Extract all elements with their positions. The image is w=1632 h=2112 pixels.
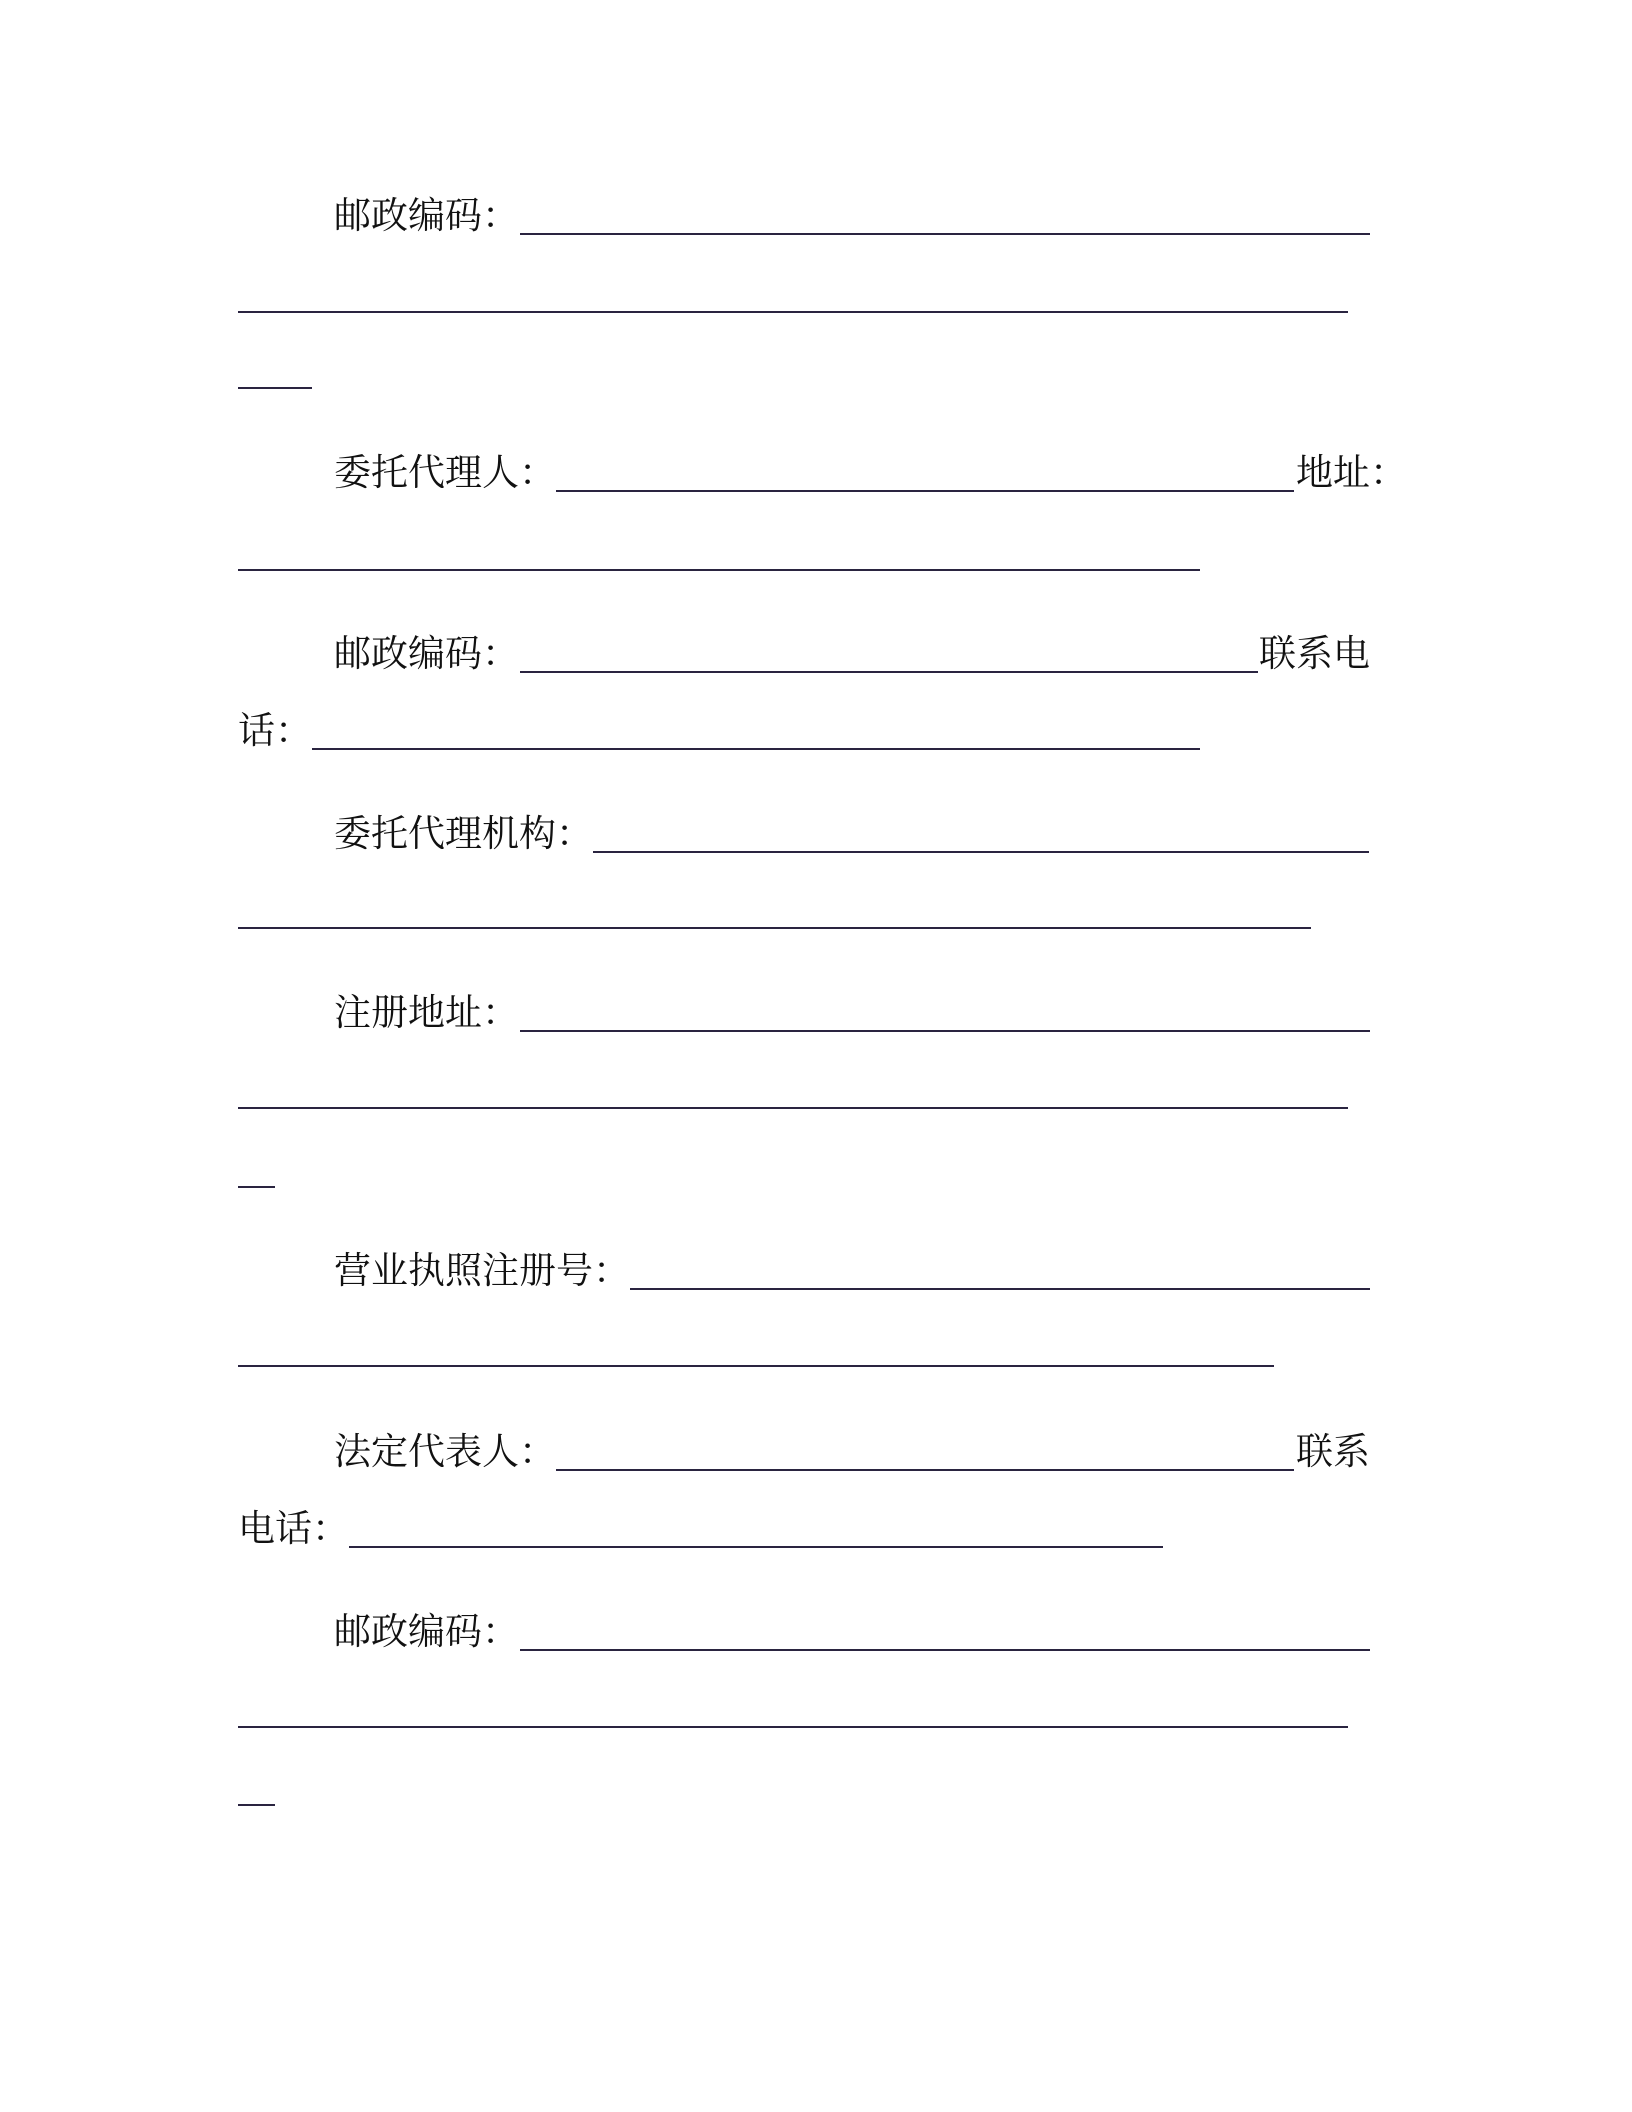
agency-field[interactable] [593, 851, 1369, 853]
postal-code-2-label: 邮政编码： [334, 632, 519, 675]
agent-name-field[interactable] [556, 490, 1294, 492]
legal-rep-phone-label-part1: 联系 [1296, 1430, 1370, 1473]
agent-label: 委托代理人： [334, 451, 556, 494]
legal-rep-phone-field[interactable] [349, 1546, 1163, 1548]
agency-label: 委托代理机构： [334, 812, 593, 855]
agent-phone-label-part2: 话： [238, 709, 312, 752]
legal-rep-field[interactable] [556, 1469, 1294, 1471]
agent-address-label: 地址： [1296, 451, 1407, 494]
license-number-field[interactable] [630, 1288, 1370, 1290]
postal-code-1-field-continued[interactable] [238, 311, 1348, 313]
agent-phone-label-part1: 联系电 [1259, 632, 1370, 675]
registered-address-field-tail[interactable] [238, 1186, 275, 1188]
agent-phone-field[interactable] [312, 748, 1200, 750]
agency-field-continued[interactable] [238, 927, 1311, 929]
postal-code-3-field-tail[interactable] [238, 1804, 275, 1806]
postal-code-3-field-continued[interactable] [238, 1726, 1348, 1728]
legal-rep-label: 法定代表人： [334, 1430, 556, 1473]
license-number-field-continued[interactable] [238, 1365, 1274, 1367]
registered-address-field[interactable] [520, 1030, 1370, 1032]
agent-address-field[interactable] [238, 569, 1200, 571]
registered-address-field-continued[interactable] [238, 1107, 1348, 1109]
postal-code-3-label: 邮政编码： [334, 1610, 519, 1653]
postal-code-1-field-tail[interactable] [238, 387, 312, 389]
postal-code-3-field[interactable] [520, 1649, 1370, 1651]
legal-rep-phone-label-part2: 电话： [238, 1507, 349, 1550]
postal-code-1-field[interactable] [520, 233, 1370, 235]
license-number-label: 营业执照注册号： [334, 1249, 630, 1292]
postal-code-2-field[interactable] [520, 671, 1258, 673]
postal-code-1-label: 邮政编码： [334, 194, 519, 237]
registered-address-label: 注册地址： [334, 991, 519, 1034]
